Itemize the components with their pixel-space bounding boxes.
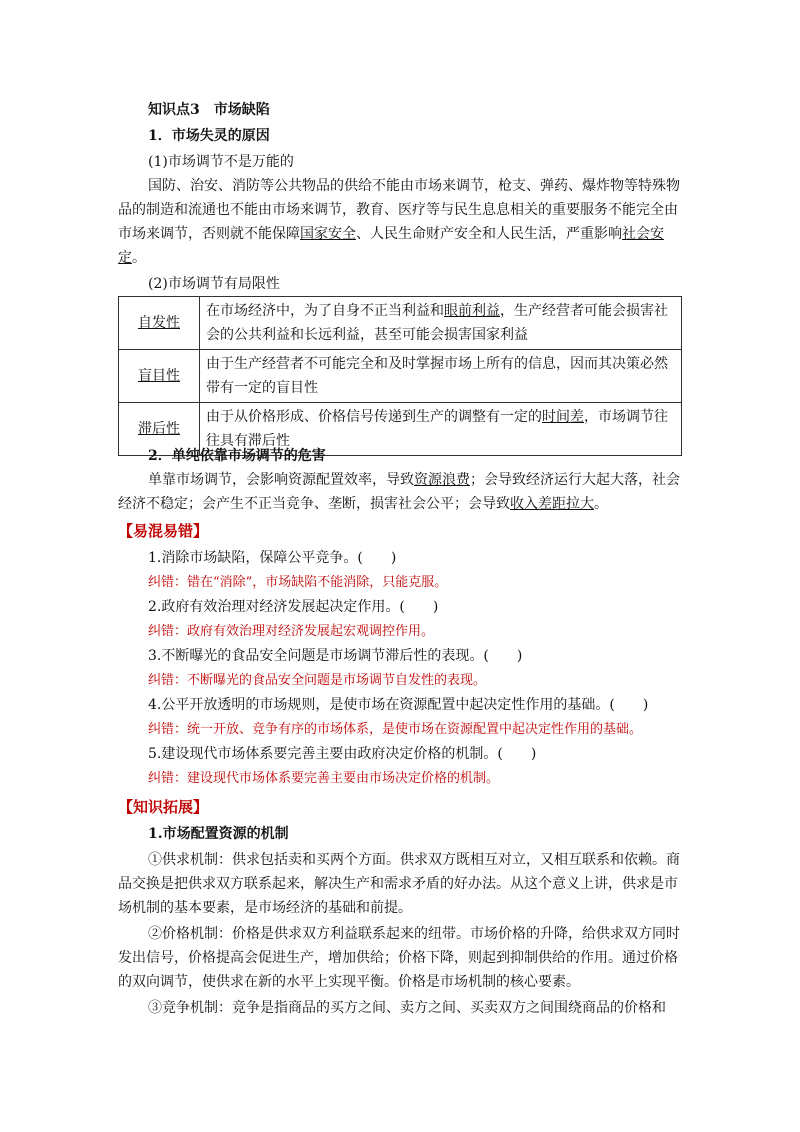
question-2: 2.政府有效治理对经济发展起决定作用。( ) [148, 599, 439, 615]
paragraph-market-harms: 单靠市场调节，会影响资源配置效率，导致资源浪费；会导致经济运行大起大落，社会经济不稳定；会产生不正当竞争、垄断，损害社会公平；会导致收入差距拉大。 [118, 472, 680, 512]
heading-resource-mechanism: 1.市场配置资源的机制 [148, 826, 289, 842]
table-key-cell: 滞后性 [119, 403, 200, 456]
underlined-term: 国家安全 [300, 226, 356, 242]
paragraph-supply-demand: ①供求机制：供求包括卖和买两个方面。供求双方既相互对立，又相互联系和依赖。商品交换是把供求双方联系起来，解决生产和需求矛盾的好办法。从这个意义上讲，供求是市场机制的基本要素，是市场经济的基础和前提。 [118, 852, 680, 916]
table-value-cell: 由于从价格形成、价格信号传递到生产的调整有一定的时间差，市场调节往往具有滞后性 [200, 403, 682, 456]
correction-5: 纠错：建设现代市场体系要完善主要由市场决定价格的机制。 [148, 771, 500, 786]
table-key-cell: 自发性 [119, 297, 200, 350]
paragraph-competition-mechanism: ③竞争机制：竞争是指商品的买方之间、卖方之间、买卖双方之间围绕商品的价格和 [148, 1000, 666, 1016]
table-row [119, 350, 682, 403]
heading-common-mistakes: 【易混易错】 [118, 522, 209, 540]
underlined-term: 资源浪费 [414, 472, 470, 488]
correction-4: 纠错：统一开放、竞争有序的市场体系，是使市场在资源配置中起决定性作用的基础。 [148, 722, 643, 737]
table-value-cell: 由于生产经营者不可能完全和及时掌握市场上所有的信息，因而其决策必然带有一定的盲目性 [200, 350, 682, 403]
table-key-cell: 盲目性 [119, 350, 200, 403]
underlined-term: 收入差距拉大 [510, 496, 594, 512]
question-3: 3.不断曝光的食品安全问题是市场调节滞后性的表现。( ) [148, 648, 523, 664]
heading-market-failure-causes: 1．市场失灵的原因 [148, 128, 270, 144]
question-4: 4.公平开放透明的市场规则，是使市场在资源配置中起决定性作用的基础。( ) [148, 697, 649, 713]
question-5: 5.建设现代市场体系要完善主要由政府决定价格的机制。( ) [148, 746, 537, 762]
underlined-term: 社会安定 [118, 226, 664, 266]
section-title: 知识点3 市场缺陷 [148, 102, 270, 118]
correction-2: 纠错：政府有效治理对经济发展起宏观调控作用。 [148, 624, 435, 639]
question-1: 1.消除市场缺陷，保障公平竞争。( ) [148, 550, 397, 566]
paragraph-price-mechanism: ②价格机制：价格是供求双方利益联系起来的纽带。市场价格的升降，给供求双方同时发出信号，价格提高会促进生产，增加供给；价格下降，则起到抑制供给的作用。通过价格的双向调节，使供求在新的水平上实现平衡。价格是市场机制的核心要素。 [118, 926, 680, 990]
subheading-not-omnipotent: (1)市场调节不是万能的 [148, 154, 294, 170]
limitations-table [118, 296, 682, 456]
table-value-cell: 在市场经济中，为了自身不正当利益和眼前利益，生产经营者可能会损害社会的公共利益和长远利益，甚至可能会损害国家利益 [200, 297, 682, 350]
correction-1: 纠错：错在“消除”，市场缺陷不能消除，只能克服。 [148, 575, 448, 590]
correction-3: 纠错：不断曝光的食品安全问题是市场调节自发性的表现。 [148, 673, 487, 688]
subheading-limitations: (2)市场调节有局限性 [148, 276, 280, 292]
heading-knowledge-extension: 【知识拓展】 [118, 798, 209, 816]
table-row [119, 297, 682, 350]
paragraph-public-goods: 国防、治安、消防等公共物品的供给不能由市场来调节，枪支、弹药、爆炸物等特殊物品的制造和流通也不能由市场来调节，教育、医疗等与民生息息相关的重要服务不能完全由市场来调节，否则就不能保障国家安全、人民生命财产安全和人民生活，严重影响社会安定。 [118, 178, 680, 266]
heading-market-harms: 2．单纯依靠市场调节的危害 [148, 448, 326, 464]
